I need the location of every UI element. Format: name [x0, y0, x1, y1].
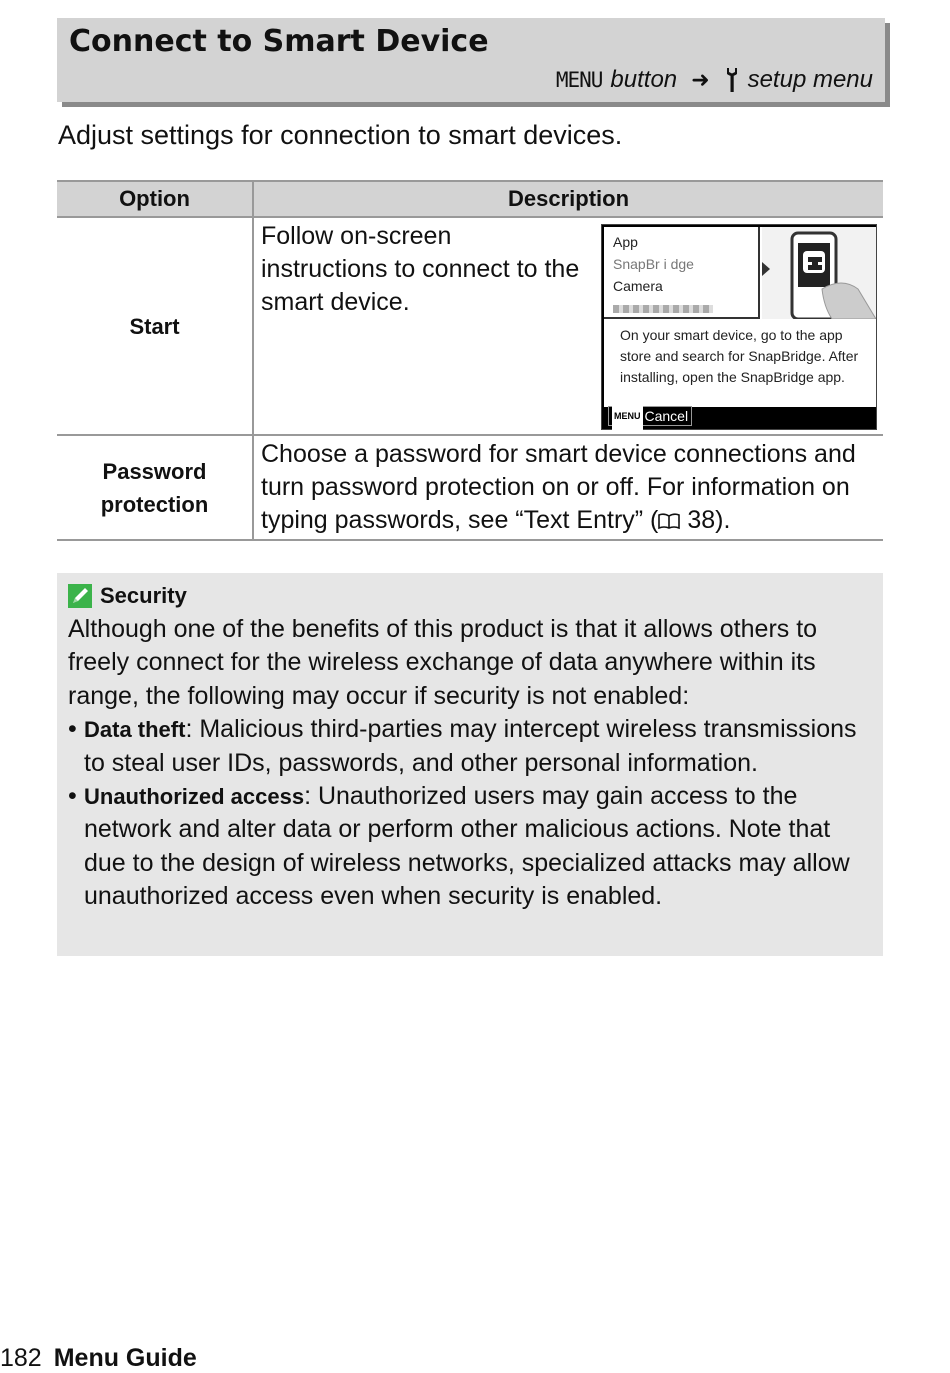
camera-name-blurred [613, 305, 713, 313]
pencil-check-icon [68, 584, 92, 608]
options-table [57, 180, 883, 541]
app-label: App [613, 234, 638, 250]
bullet-term: Data theft [84, 717, 186, 743]
description-start: Follow on-screen instructions to connect to the smart device. [261, 222, 580, 316]
table-row-password [57, 435, 883, 540]
table-row-start [57, 217, 883, 435]
intro-text: Adjust settings for connection to smart devices. [58, 120, 623, 150]
button-text: button [610, 66, 678, 93]
page-footer [0, 1344, 197, 1373]
menu-button-label: MENU [555, 68, 603, 92]
security-note [57, 573, 883, 956]
instruction-message: On your smart device, go to the app store and search for SnapBridge. After installing, open the SnapBridge app. [620, 327, 859, 385]
description-password: Choose a password for smart device connections and turn password protection on or off. For information on typing passwords, see “Text Entry” ( 38). [253, 435, 883, 540]
book-icon [658, 512, 680, 530]
page-number: 182 [0, 1344, 42, 1372]
menu-path [556, 66, 873, 94]
column-header-option: Option [57, 181, 253, 217]
bullet-text: : Malicious third-parties may intercept wireless transmissions to steal user IDs, passwords, and other personal information. [84, 715, 857, 777]
note-title: Security [100, 583, 187, 609]
arrow-icon: ➜ [691, 67, 710, 92]
column-header-description: Description [253, 181, 883, 217]
list-item [68, 780, 872, 914]
cancel-button[interactable] [608, 406, 692, 426]
option-start: Start [57, 217, 253, 435]
smartphone-illustration [762, 227, 876, 319]
section-name: Menu Guide [53, 1344, 197, 1372]
menu-badge-icon: MENU [612, 400, 643, 433]
camera-label: Camera [613, 278, 663, 294]
setup-menu-text: setup menu [747, 66, 873, 93]
option-password-protection: Password protection [57, 435, 253, 540]
app-value: SnapBr i dge [613, 256, 694, 272]
wrench-icon [724, 67, 740, 93]
cancel-label: Cancel [644, 407, 689, 424]
note-body: Although one of the benefits of this product is that it allows others to freely connect for the wireless exchange of data anywhere within its range, the following may occur if security is not enabled: [68, 615, 818, 710]
list-item [68, 713, 872, 780]
smartphone-icon [762, 227, 876, 319]
section-header [57, 18, 885, 102]
bullet-term: Unauthorized access [84, 784, 305, 810]
camera-screen-illustration [601, 224, 877, 430]
camera-info-list [604, 227, 760, 319]
page-reference: 38). [687, 506, 731, 534]
bullet-text: : Unauthorized users may gain access to the network and alter data or perform other malicious actions. Note that due to the design of wireless networks, specialized attacks may allow unauthorized access even when security is enabled. [84, 782, 850, 911]
page-title: Connect to Smart Device [69, 24, 489, 59]
